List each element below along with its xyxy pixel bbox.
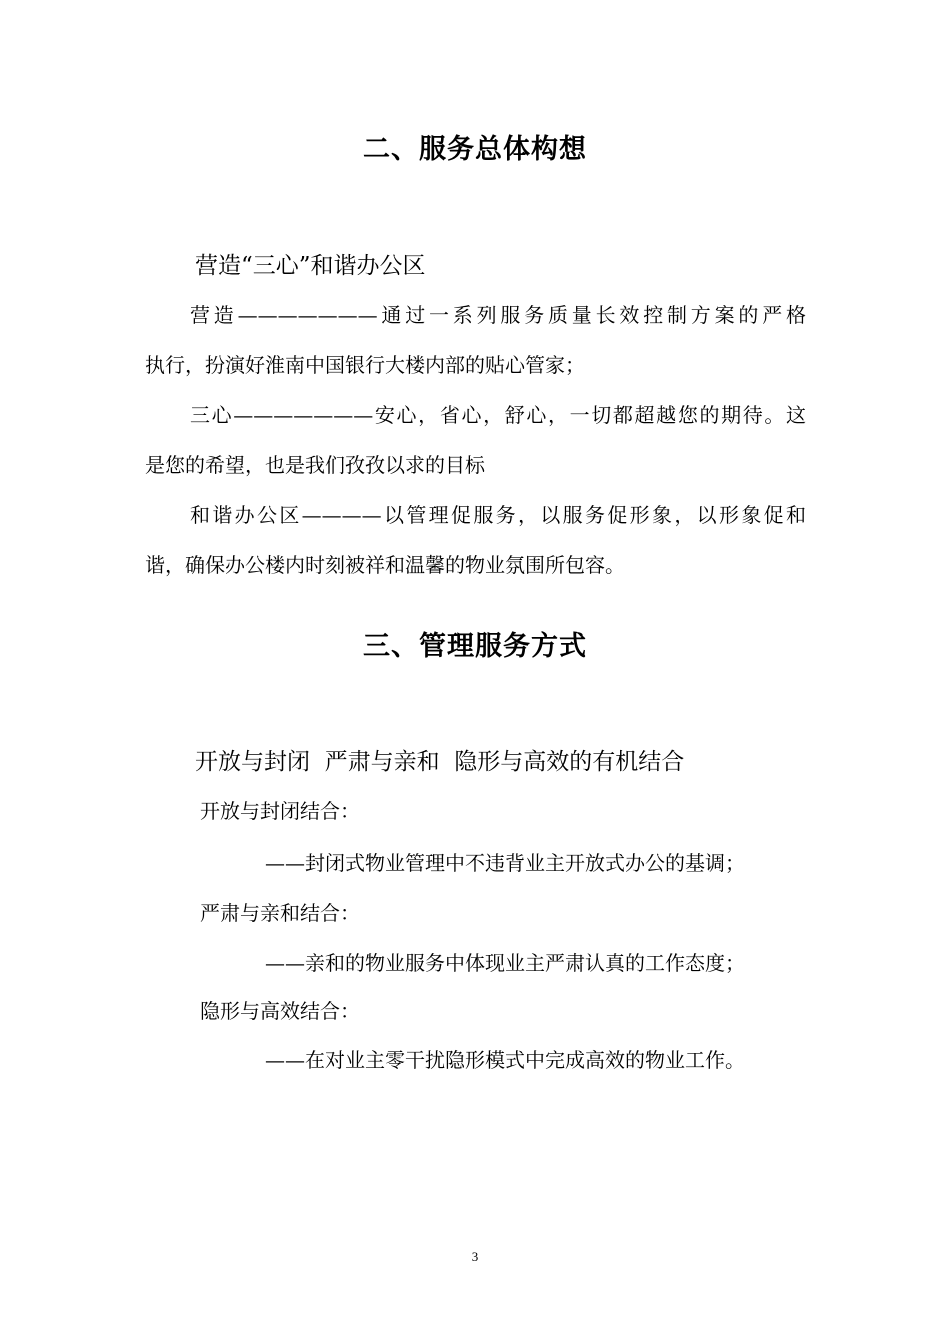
paragraph-line: 三心———————安心，省心，舒心，一切都超越您的期待。这 bbox=[190, 403, 806, 427]
section-heading-concept: 二、服务总体构想 bbox=[363, 134, 587, 165]
list-item-label: 开放与封闭结合： bbox=[200, 799, 360, 823]
page-number: 3 bbox=[471, 1249, 479, 1264]
section-subtitle-concept: 营造“三心”和谐办公区 bbox=[195, 253, 426, 279]
list-item-detail: ——在对业主零干扰隐形模式中完成高效的物业工作。 bbox=[265, 1048, 745, 1072]
section-heading-management: 三、管理服务方式 bbox=[363, 631, 587, 662]
paragraph-line: 执行，扮演好淮南中国银行大楼内部的贴心管家； bbox=[145, 353, 585, 377]
list-item-label: 隐形与高效结合： bbox=[200, 999, 360, 1023]
section-subtitle-management: 开放与封闭 严肃与亲和 隐形与高效的有机结合 bbox=[195, 749, 685, 775]
list-item-detail: ——封闭式物业管理中不违背业主开放式办公的基调； bbox=[265, 851, 745, 875]
list-item-detail: ——亲和的物业服务中体现业主严肃认真的工作态度； bbox=[265, 951, 745, 975]
list-item-label: 严肃与亲和结合： bbox=[200, 901, 360, 925]
paragraph-line: 和谐办公区————以管理促服务，以服务促形象，以形象促和 bbox=[190, 503, 806, 527]
paragraph-line: 营造———————通过一系列服务质量长效控制方案的严格 bbox=[190, 303, 806, 327]
paragraph-line: 是您的希望，也是我们孜孜以求的目标 bbox=[145, 453, 485, 477]
paragraph-line: 谐，确保办公楼内时刻被祥和温馨的物业氛围所包容。 bbox=[145, 553, 625, 577]
